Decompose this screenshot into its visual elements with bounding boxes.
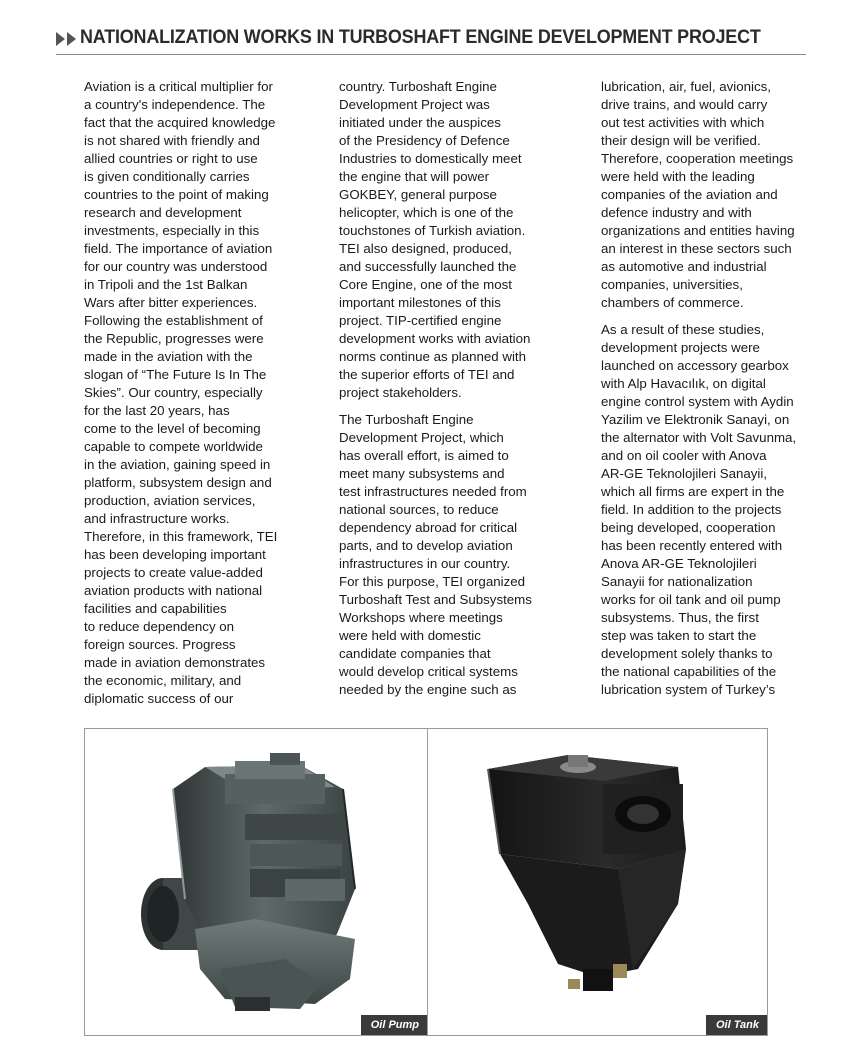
text-line: their design will be verified. — [601, 133, 761, 148]
text-line: Turboshaft Test and Subsystems — [339, 592, 532, 607]
text-line: GOKBEY, general purpose — [339, 187, 497, 202]
text-line: Development Project was — [339, 97, 490, 112]
text-line: countries to the point of making — [84, 187, 269, 202]
text-line: the national capabilities of the — [601, 664, 777, 679]
text-line: project. TIP-certified engine — [339, 313, 502, 328]
text-line: As a result of these studies, — [601, 322, 765, 337]
text-line: important milestones of this — [339, 295, 501, 310]
text-line: country. Turboshaft Engine — [339, 79, 497, 94]
text-line: Following the establishment of — [84, 313, 263, 328]
text-line: has been developing important — [84, 547, 266, 562]
text-line: as automotive and industrial — [601, 259, 767, 274]
text-column-3 — [601, 78, 821, 699]
text-line: The Turboshaft Engine — [339, 412, 474, 427]
oil-tank-image — [428, 729, 767, 1035]
text-line: Industries to domestically meet — [339, 151, 522, 166]
text-line: to reduce dependency on — [84, 619, 235, 634]
oil-pump-image — [85, 729, 427, 1035]
text-line: touchstones of Turkish aviation. — [339, 223, 526, 238]
text-line: chambers of commerce. — [601, 295, 744, 310]
text-line: for our country was understood — [84, 259, 268, 274]
text-line: Core Engine, one of the most — [339, 277, 512, 292]
text-line: Aviation is a critical multiplier for — [84, 79, 273, 94]
text-line: an interest in these sectors such — [601, 241, 792, 256]
text-line: has been recently entered with — [601, 538, 783, 553]
text-line: diplomatic success of our — [84, 691, 234, 706]
text-line: and on oil cooler with Anova — [601, 448, 767, 463]
text-line: investments, especially in this — [84, 223, 260, 238]
text-line: in the aviation, gaining speed in — [84, 457, 271, 472]
paragraph-gap — [601, 312, 821, 321]
text-line: a country's independence. The — [84, 97, 266, 112]
text-line: development projects were — [601, 340, 760, 355]
text-line: Anova AR-GE Teknolojileri — [601, 556, 757, 571]
text-line: were held with the leading — [601, 169, 755, 184]
figure-panel — [84, 728, 768, 1036]
text-line: needed by the engine such as — [339, 682, 517, 697]
text-column-2 — [339, 78, 559, 699]
text-line: Development Project, which — [339, 430, 504, 445]
text-line: infrastructures in our country. — [339, 556, 511, 571]
section-title: NATIONALIZATION WORKS IN TURBOSHAFT ENGINE DEVELOPMENT PROJECT — [80, 26, 761, 48]
text-line: defence industry and with — [601, 205, 752, 220]
paragraph — [339, 411, 559, 699]
text-line: research and development — [84, 205, 242, 220]
text-line: candidate companies that — [339, 646, 491, 661]
figure-caption: Oil Tank — [706, 1015, 767, 1035]
text-line: Yazilim ve Elektronik Sanayi, on — [601, 412, 790, 427]
text-line: TEI also designed, produced, — [339, 241, 512, 256]
oil-tank-figure — [428, 729, 767, 1035]
text-line: the superior efforts of TEI and — [339, 367, 515, 382]
text-line: norms continue as planned with — [339, 349, 527, 364]
text-line: test infrastructures needed from — [339, 484, 527, 499]
paragraph — [84, 78, 302, 708]
text-line: the engine that will power — [339, 169, 490, 184]
text-line: companies of the aviation and — [601, 187, 778, 202]
oil-pump-figure — [85, 729, 428, 1035]
text-line: allied countries or right to use — [84, 151, 258, 166]
section-header — [56, 26, 806, 55]
text-line: aviation products with national — [84, 583, 263, 598]
paragraph — [601, 78, 821, 312]
paragraph — [339, 78, 559, 402]
text-line: organizations and entities having — [601, 223, 795, 238]
text-line: drive trains, and would carry — [601, 97, 768, 112]
text-line: project stakeholders. — [339, 385, 462, 400]
text-line: production, aviation services, — [84, 493, 256, 508]
text-line: Workshops where meetings — [339, 610, 503, 625]
text-line: made in the aviation with the — [84, 349, 253, 364]
text-line: of the Presidency of Defence — [339, 133, 510, 148]
text-line: capable to compete worldwide — [84, 439, 263, 454]
text-line: which all firms are expert in the — [601, 484, 785, 499]
text-line: Wars after bitter experiences. — [84, 295, 258, 310]
text-line: is given conditionally carries — [84, 169, 250, 184]
text-line: being developed, cooperation — [601, 520, 776, 535]
text-line: Skies”. Our country, especially — [84, 385, 263, 400]
text-line: development works with aviation — [339, 331, 531, 346]
text-line: Therefore, in this framework, TEI — [84, 529, 278, 544]
text-column-1 — [84, 78, 302, 708]
text-line: launched on accessory gearbox — [601, 358, 789, 373]
text-line: and infrastructure works. — [84, 511, 230, 526]
text-line: were held with domestic — [339, 628, 481, 643]
text-line: engine control system with Aydin — [601, 394, 794, 409]
text-line: in Tripoli and the 1st Balkan — [84, 277, 248, 292]
text-line: AR-GE Teknolojileri Sanayii, — [601, 466, 768, 481]
text-line: helicopter, which is one of the — [339, 205, 514, 220]
text-line: national sources, to reduce — [339, 502, 499, 517]
text-line: works for oil tank and oil pump — [601, 592, 781, 607]
text-line: facilities and capabilities — [84, 601, 227, 616]
text-line: field. The importance of aviation — [84, 241, 273, 256]
double-arrow-icon — [56, 32, 78, 46]
text-line: slogan of “The Future Is In The — [84, 367, 267, 382]
text-line: meet many subsystems and — [339, 466, 505, 481]
text-line: fact that the acquired knowledge — [84, 115, 276, 130]
text-line: For this purpose, TEI organized — [339, 574, 526, 589]
text-line: Sanayii for nationalization — [601, 574, 753, 589]
text-line: Therefore, cooperation meetings — [601, 151, 794, 166]
text-line: the Republic, progresses were — [84, 331, 264, 346]
text-line: the alternator with Volt Savunma, — [601, 430, 797, 445]
text-line: come to the level of becoming — [84, 421, 261, 436]
text-line: development solely thanks to — [601, 646, 773, 661]
text-line: subsystems. Thus, the first — [601, 610, 759, 625]
text-line: dependency abroad for critical — [339, 520, 518, 535]
paragraph-gap — [339, 402, 559, 411]
text-line: made in aviation demonstrates — [84, 655, 266, 670]
figure-caption: Oil Pump — [361, 1015, 427, 1035]
text-line: and successfully launched the — [339, 259, 517, 274]
text-line: platform, subsystem design and — [84, 475, 272, 490]
text-line: would develop critical systems — [339, 664, 518, 679]
text-line: field. In addition to the projects — [601, 502, 782, 517]
text-line: lubrication, air, fuel, avionics, — [601, 79, 771, 94]
text-line: lubrication system of Turkey’s — [601, 682, 776, 697]
text-line: with Alp Havacılık, on digital — [601, 376, 766, 391]
text-line: the economic, military, and — [84, 673, 242, 688]
text-line: out test activities with which — [601, 115, 765, 130]
text-line: projects to create value-added — [84, 565, 263, 580]
text-line: for the last 20 years, has — [84, 403, 230, 418]
text-line: parts, and to develop aviation — [339, 538, 513, 553]
text-line: is not shared with friendly and — [84, 133, 260, 148]
paragraph — [601, 321, 821, 699]
text-line: companies, universities, — [601, 277, 743, 292]
text-line: has overall effort, is aimed to — [339, 448, 509, 463]
text-line: initiated under the auspices — [339, 115, 501, 130]
text-line: step was taken to start the — [601, 628, 757, 643]
text-line: foreign sources. Progress — [84, 637, 236, 652]
